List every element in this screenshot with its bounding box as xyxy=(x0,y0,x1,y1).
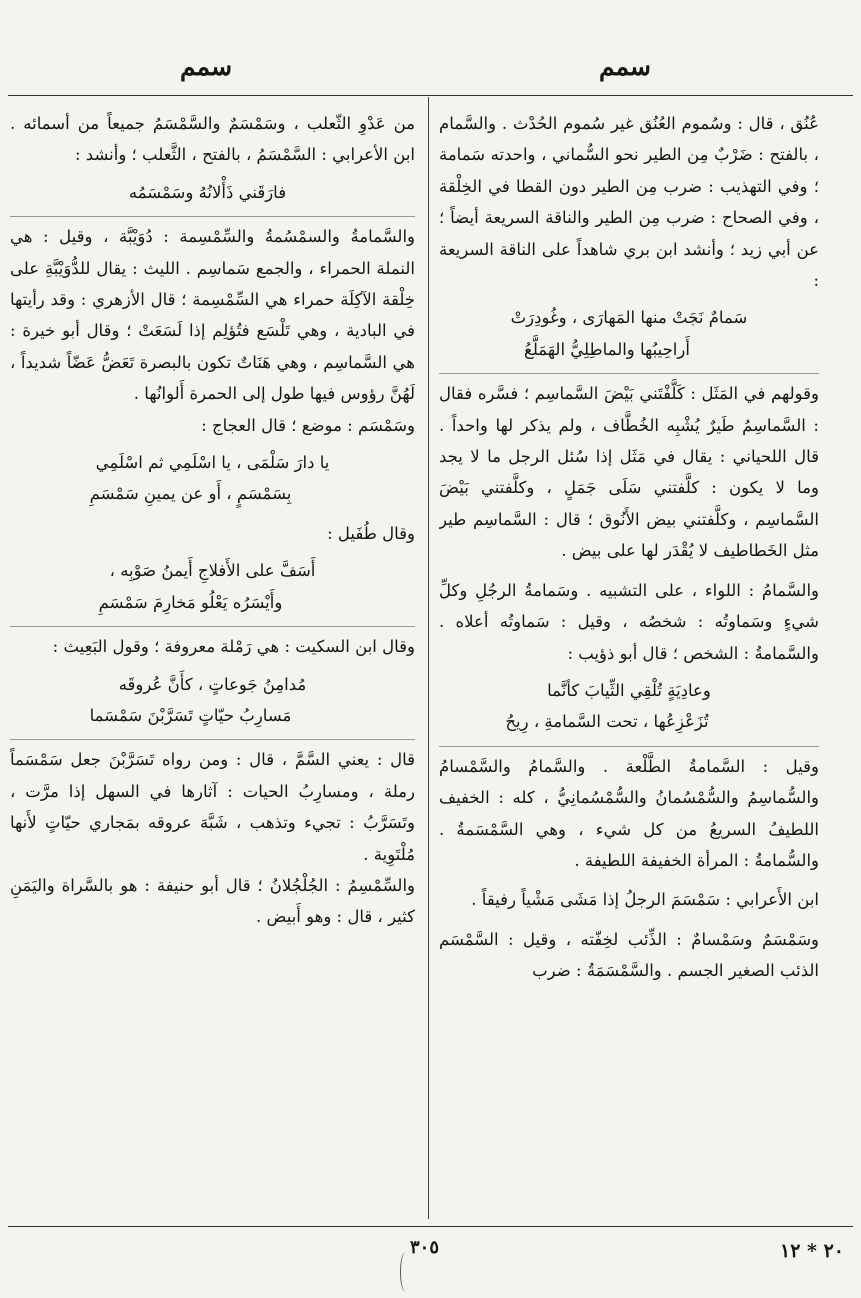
running-header-right: سمم xyxy=(598,52,651,81)
verse xyxy=(439,302,819,365)
verse-line: وعادِيَةٍ تُلْقِي الثِّيابَ كأنَّما xyxy=(547,680,711,700)
signature-code: ٢٠ * ١٢ xyxy=(780,1240,845,1262)
verse xyxy=(10,669,415,732)
verse-line: يا دارَ سَلْمَى ، يا اسْلَمِي ثم اسْلَمِي xyxy=(95,453,330,473)
section-rule xyxy=(439,373,819,374)
verse-line: فارَقَني ذَأْلانُهُ وسَمْسَمُه xyxy=(128,182,287,202)
right-column xyxy=(439,108,819,1218)
verse-line: مَسارِبُ حيّاتٍ تَسَرَّبْنَ سَمْسَما xyxy=(89,705,292,725)
pen-mark xyxy=(400,1252,411,1292)
verse xyxy=(10,555,415,618)
section-rule xyxy=(10,739,415,740)
verse-line: سَمامٌ نَجَتْ منها المَهارَى ، وغُودِرَتْ xyxy=(510,308,748,328)
verse-line: أَسَفَّ على الأَفلاجِ أَيمنُ صَوْبِه ، xyxy=(109,561,316,581)
paragraph: وقيل : السَّمامةُ الطَّلْعة . والسَّمامُ والسَّمْسامُ والسُّماسِمُ والسُّمْسُمانُ والسُّمْسُمانِيُّ ، كله : الخفيف اللطيفُ السريعُ من كل شيء ، وهي السَّمْسَمةُ . والسُّمامةُ : المرأة الخفيفة اللطيفة . xyxy=(439,756,819,870)
paragraph: عُنُق ، قال : وسُموم العُنُق غير سُموم الحُدْث . والسَّمام ، بالفتح : ضَرْبٌ مِن الطير نحو السُّماني ، واحدته سَمامة ؛ وفي التهذيب : ضرب مِن الطير دون القطا في الخِلْقة ، وفي الصحاح : ضرب مِن الطير والناقة السريعة أيضاً ؛ عن أبي زيد ؛ وأنشد ابن بري شاهداً على الناقة السريعة : xyxy=(439,114,819,291)
verse xyxy=(439,675,819,738)
paragraph: وقولهم في المَثَل : كَلَّفْتَني بَيْضَ السَّماسِم ؛ فسَّره فقال : السَّماسِمُ طَيرٌ يُشْبِه الخُطَّاف ، ولم يذكر لها واحداً . قال اللحياني : يقال في مَثَل إذا سُئل الرجل ما لا يجد وما لا يكون : كلَّفتني سَلَى جَمَلٍ ، وكلَّفتني بَيْضَ السَّماسِم ، وكلَّفتني بيض الأَنُوق ؛ قال : السَّماسِم طير مثل الخَطاطيف لا يُقْدَر لها على بيض . xyxy=(439,384,819,561)
paragraph: والسِّمْسِمُ : الجُلْجُلانُ ؛ قال أبو حنيفة : هو بالسَّراة واليَمَنِ كثير ، قال : وهو أَبيض . xyxy=(10,875,415,927)
paragraph: وسَمْسَمٌ وسَمْسامٌ : الذِّئب لخِفّته ، وقيل : السَّمْسَم الذئب الصغير الجسم . والسَّمْسَمَةُ : ضرب xyxy=(439,929,819,981)
running-header-left: سمم xyxy=(180,52,233,81)
verse-line: بِسَمْسَمٍ ، أَو عن يمينِ سَمْسَمِ xyxy=(89,484,292,504)
verse xyxy=(10,447,415,510)
verse-line: وأَيْسَرُه يَعْلُو مَخارِمَ سَمْسَمِ xyxy=(98,592,283,612)
paragraph: وقال ابن السكيت : هي رَمْلة معروفة ؛ وقول البَعِيث : xyxy=(52,637,415,657)
header-rule xyxy=(8,95,853,96)
verse-line: مُدامِنُ جَوعاتٍ ، كأَنَّ عُروقَه xyxy=(118,674,307,694)
verse-line: تُزَعْزِعُها ، تحت السَّمامةِ ، رِيحُ xyxy=(505,712,709,732)
left-column xyxy=(10,108,415,1218)
verse xyxy=(10,177,415,208)
section-rule xyxy=(10,216,415,217)
paragraph: والسَّمامُ : اللواء ، على التشبيه . وسَمامةُ الرجُلِ وكلِّ شيءٍ وسَماوتُه : شخصُه ، وقيل : سَماوتُه أعلاه . والسَّمامةُ : الشخص ؛ قال أبو ذؤيب : xyxy=(439,580,819,663)
paragraph: والسَّمامةُ والسمْسُمةُ والسِّمْسِمة : دُوَيْبَّة ، وقيل : هي النملة الحمراء ، والجمع سَماسِم . الليث : يقال للدُّوَيْبَّةِ على خِلْقة الآكِلَة حمراء هي السِّمْسِمة ؛ قال الأزهري : وقد رأيتها في البادية ، وهي تَلْسَع فتُؤلِم إذا لَسَعَتْ ؛ وقال أبو خيرة : هي السَّماسِم ، وهي هَنَاتٌ تكون بالبصرة تَعَضُّ عَضّاً شديداً ، لَهُنَّ رؤوس فيها طول إلى الحمرة أَلوانُها . xyxy=(10,227,415,404)
column-divider xyxy=(428,97,429,1219)
page-number: ٣٠٥ xyxy=(410,1237,440,1258)
paragraph: قال : يعني السَّمَّ ، قال : ومن رواه تَسَرَّبْنَ جعل سَمْسَماً رملة ، ومسارِبُ الحيات : آثارها في السهل إذا مرَّت ، وتَسَرَّبُ : تجيء وتذهب ، شَبَّهَ عروقه بمَجاري حيّاتٍ لأَنها مُلْتَوِية . xyxy=(10,750,415,864)
paragraph: من عَدْوِ الثّعلب ، وسَمْسَمٌ والسَّمْسَمُ جميعاً من أسمائه . ابن الأعرابي : السَّمْسَمُ ، بالفتح ، الثَّعلب ؛ وأنشد : xyxy=(10,114,415,165)
section-rule xyxy=(10,626,415,627)
paragraph: ابن الأَعرابي : سَمْسَمَ الرجلُ إذا مَشَى مَشْياً رفيقاً . xyxy=(471,890,819,910)
footer-rule xyxy=(8,1226,853,1227)
section-rule xyxy=(439,746,819,747)
paragraph: وسَمْسَم : موضع ؛ قال العجاج : xyxy=(201,415,415,435)
verse-line: أَراحِيبُها والماطِلِيُّ الهَمَلَّعُ xyxy=(524,339,690,359)
paragraph: وقال طُفَيل : xyxy=(327,523,415,543)
